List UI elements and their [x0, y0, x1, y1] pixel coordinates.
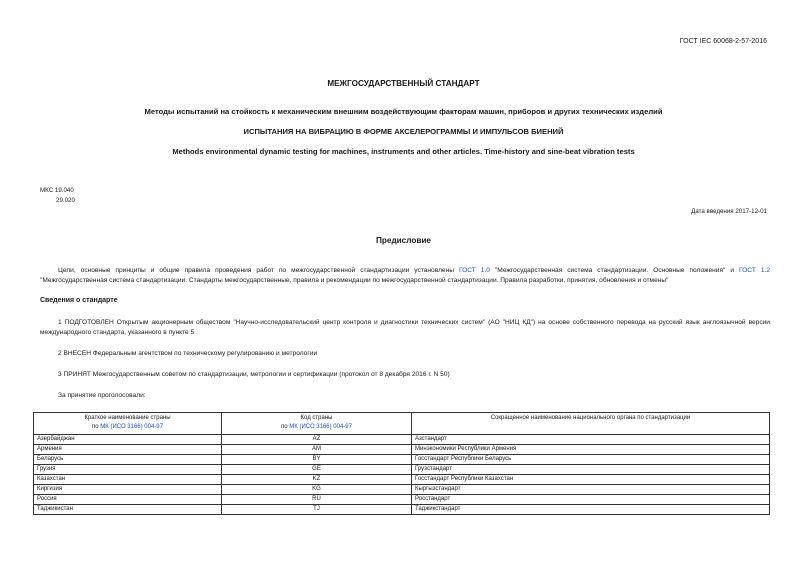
subtitle-russian: ИСПЫТАНИЯ НА ВИБРАЦИЮ В ФОРМЕ АКСЕЛЕРОГРАММЫ И ИМПУЛЬСОВ БИЕНИЙ	[243, 127, 564, 136]
table-row	[34, 465, 770, 475]
country-code: TJ	[222, 505, 412, 515]
country-code: KZ	[222, 475, 412, 485]
standards-body: Госстандарт Республики Беларусь	[412, 455, 770, 465]
header-standards-body: Сокращенное наименование национального органа по стандартизации	[412, 413, 770, 435]
standards-body: Азстандарт	[412, 435, 770, 445]
country-name: Беларусь	[34, 455, 222, 465]
country-code: BY	[222, 455, 412, 465]
country-code: AZ	[222, 435, 412, 445]
country-name: Россия	[34, 495, 222, 505]
mks-code-1: МКС 19.040	[40, 187, 74, 194]
header-country-name: Краткое наименование страны по МК (ИСО 3166) 004-97	[34, 413, 222, 435]
table-header-row	[34, 413, 770, 435]
table-row	[34, 485, 770, 495]
country-name: Армения	[34, 445, 222, 455]
standards-body: Минэкономики Республики Армения	[412, 445, 770, 455]
country-name: Азербайджан	[34, 435, 222, 445]
country-name: Таджикистан	[34, 505, 222, 515]
title-russian: Методы испытаний на стойкость к механическим внешним воздействующим факторам машин, приборов и других технических изделий	[144, 107, 663, 116]
introduction-date: Дата введения 2017-12-01	[691, 208, 767, 215]
voted-label: За принятие проголосовали:	[58, 392, 146, 399]
standards-body: Кыргызстандарт	[412, 485, 770, 495]
info-item-2: 2 ВНЕСЕН Федеральным агентством по техническому регулированию и метрологии	[58, 350, 318, 357]
country-name: Грузия	[34, 465, 222, 475]
info-item-1: 1 ПОДГОТОВЛЕН Открытым акционерным обществом "Научно-исследовательский центр контроля и диагностики технических систем" (АО "НИЦ КД") на основе собственного перевода на русский язык англоязычной версии международного стандарта, указанного в пункте 5	[40, 319, 770, 336]
mks-code-2: 29.020	[56, 197, 75, 204]
gost-1-0-link[interactable]: ГОСТ 1.0	[458, 267, 490, 274]
table-row	[34, 475, 770, 485]
preface-paragraph: Цели, основные принципы и общие правила проведения работ по межгосударственной стандартизации установлены ГОСТ 1.0 "Межгосударственная система стандартизации. Основные положения" и ГОСТ 1.2 "Межгосударственная система стандартизации. Стандарты межгосударственные, правила и рекомендации по межгосударственной стандартизации. Правила разработки, принятия, обновления и отмены"	[40, 267, 770, 284]
standard-info-heading: Сведения о стандарте	[40, 297, 118, 304]
country-code: GE	[222, 465, 412, 475]
document-code: ГОСТ IEC 60068-2-57-2016	[679, 38, 767, 45]
header-country-code: Код страны по МК (ИСО 3166) 004-97	[222, 413, 412, 435]
table-row	[34, 435, 770, 445]
standards-body: Таджикстандарт	[412, 505, 770, 515]
standard-type-heading: МЕЖГОСУДАРСТВЕННЫЙ СТАНДАРТ	[327, 79, 480, 88]
country-code: RU	[222, 495, 412, 505]
country-code: AM	[222, 445, 412, 455]
info-item-3: 3 ПРИНЯТ Межгосударственным советом по стандартизации, метрологии и сертификации (протокол от 8 декабря 2016 г. N 50)	[58, 371, 450, 378]
standards-body: Росстандарт	[412, 495, 770, 505]
mk-iso-3166-link[interactable]: МК (ИСО 3166) 004-97	[289, 424, 352, 430]
voting-countries-table	[33, 412, 770, 515]
title-english: Methods environmental dynamic testing for machines, instruments and other articles. Time-history and sine-beat vibration tests	[172, 147, 635, 156]
standards-body: Грузстандарт	[412, 465, 770, 475]
country-name: Киргизия	[34, 485, 222, 495]
table-row	[34, 445, 770, 455]
gost-1-2-link[interactable]: ГОСТ 1.2	[738, 267, 770, 274]
table-row	[34, 505, 770, 515]
country-code: KG	[222, 485, 412, 495]
country-name: Казахстан	[34, 475, 222, 485]
standards-body: Госстандарт Республики Казахстан	[412, 475, 770, 485]
table-row	[34, 455, 770, 465]
mk-iso-3166-link[interactable]: МК (ИСО 3166) 004-97	[100, 424, 163, 430]
preface-heading: Предисловие	[376, 236, 431, 245]
table-row	[34, 495, 770, 505]
